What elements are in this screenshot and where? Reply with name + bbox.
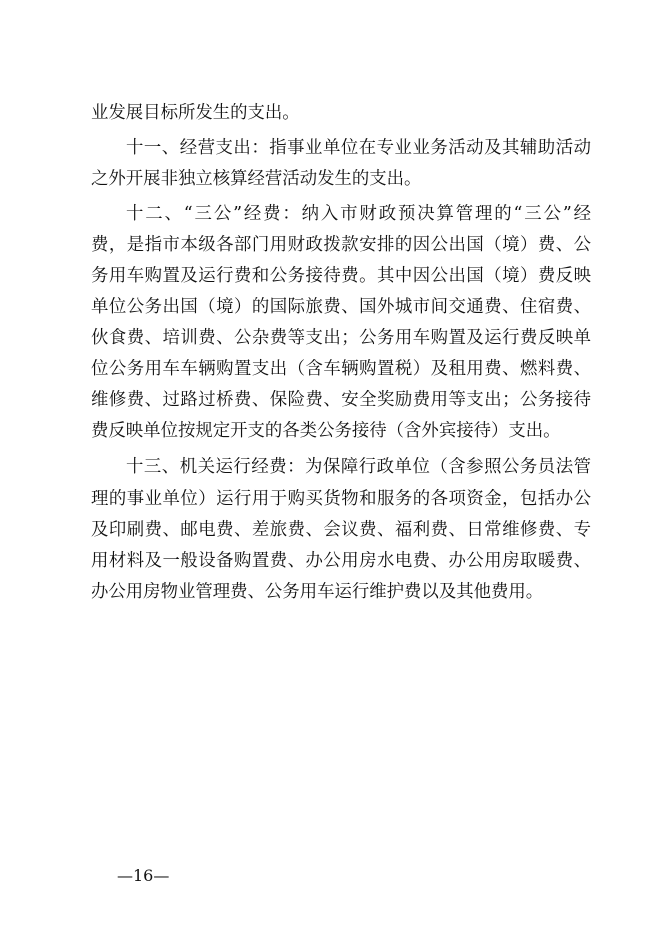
paragraph-thirteen-line-3: 及印刷费、邮电费、差旅费、会议费、福利费、日常维修费、专 (91, 520, 591, 540)
paragraph-twelve-line-2: 费，是指市本级各部门用财政拨款安排的因公出国（境）费、公 (91, 235, 591, 255)
paragraph-twelve-line-5: 伙食费、培训费、公杂费等支出；公务用车购置及运行费反映单 (91, 328, 591, 348)
page-number: —16— (117, 866, 170, 885)
paragraph-eleven-line-1: 十一、经营支出：指事业单位在专业业务活动及其辅助活动 (126, 138, 591, 158)
paragraph-thirteen-line-4: 用材料及一般设备购置费、办公用房水电费、办公用房取暖费、 (91, 551, 591, 571)
paragraph-twelve-line-3: 务用车购置及运行费和公务接待费。其中因公出国（境）费反映 (91, 266, 591, 286)
paragraph-twelve-line-8: 费反映单位按规定开支的各类公务接待（含外宾接待）支出。 (91, 421, 561, 441)
paragraph-eleven-line-2: 之外开展非独立核算经营活动发生的支出。 (91, 169, 422, 189)
paragraph-continued-line-1: 业发展目标所发生的支出。 (91, 103, 300, 123)
paragraph-twelve-line-1: 十二、“三公”经费：纳入市财政预决算管理的“三公”经 (126, 204, 591, 224)
paragraph-thirteen-line-5: 办公用房物业管理费、公务用车运行维护费以及其他费用。 (91, 582, 544, 602)
paragraph-twelve-line-6: 位公务用车车辆购置支出（含车辆购置税）及租用费、燃料费、 (91, 359, 591, 379)
paragraph-twelve-line-4: 单位公务出国（境）的国际旅费、国外城市间交通费、住宿费、 (91, 297, 591, 317)
paragraph-twelve-line-7: 维修费、过路过桥费、保险费、安全奖励费用等支出；公务接待 (91, 390, 591, 410)
paragraph-thirteen-line-1: 十三、机关运行经费：为保障行政单位（含参照公务员法管 (126, 457, 591, 477)
paragraph-thirteen-line-2: 理的事业单位）运行用于购买货物和服务的各项资金，包括办公 (91, 489, 591, 509)
